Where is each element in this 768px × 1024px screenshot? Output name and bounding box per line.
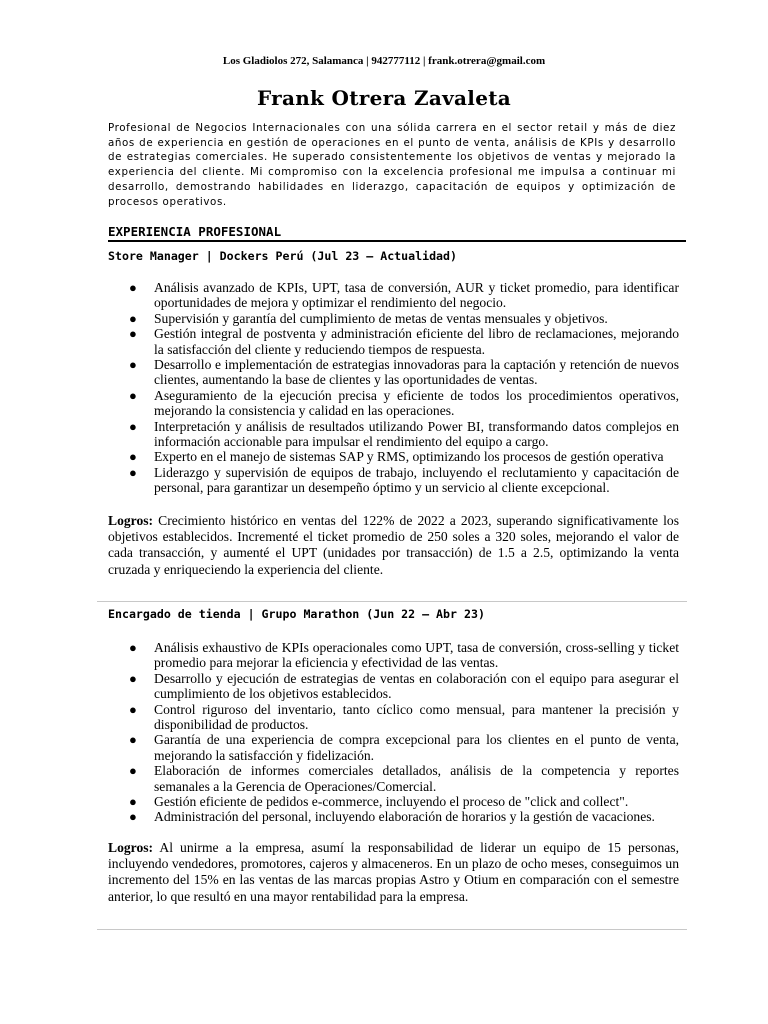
bullet-icon: ● (129, 794, 137, 810)
list-item: ● Interpretación y análisis de resultados utilizando Power BI, transformando datos complejos en información accionable para impulsar el rendimiento del equipo a cargo. (129, 418, 679, 450)
list-item: ● Desarrollo y ejecución de estrategias de ventas en colaboración con el equipo para asegurar el cumplimiento de los objetivos establecidos. (129, 670, 679, 702)
bullet-icon: ● (129, 357, 137, 373)
list-item: ● Liderazgo y supervisión de equipos de trabajo, incluyendo el reclutamiento y capacitación de personal, para garantizar un desempeño óptimo y un servicio al cliente excepcional. (129, 464, 679, 496)
bullet-icon: ● (129, 280, 137, 295)
bullet-icon: ● (129, 640, 137, 655)
bullet-icon: ● (129, 701, 137, 717)
bullet-icon: ● (129, 387, 137, 403)
contact-info: Los Gladiolos 272, Salamanca | 942777112 | frank.otrera@gmail.com (222, 55, 546, 67)
job-2-bullet-list (108, 640, 679, 825)
section-divider (97, 929, 687, 930)
job-1-achievements (108, 513, 679, 578)
list-item: ● Control riguroso del inventario, tanto cíclico como mensual, para mantener la precisión y disponibilidad de productos. (129, 701, 679, 733)
list-item: ● Aseguramiento de la ejecución precisa y eficiente de todos los procedimientos operativos, mejorando la consistencia y calidad en las operaciones. (129, 387, 679, 419)
bullet-icon: ● (129, 732, 137, 748)
bullet-icon: ● (129, 418, 137, 434)
bullet-icon: ● (129, 670, 137, 686)
list-item: ● Elaboración de informes comerciales detallados, análisis de la competencia y reportes semanales a la Gerencia de Operaciones/Comercial. (129, 763, 679, 794)
list-item: ● Desarrollo e implementación de estrategias innovadoras para la captación y retención de nuevos clientes, aumentando la base de clientes y las oportunidades de ventas. (129, 357, 679, 388)
bullet-icon: ● (129, 449, 137, 465)
list-item: ● Análisis exhaustivo de KPIs operacionales como UPT, tasa de conversión, cross-selling y ticket promedio para mejorar la eficiencia y efectividad de las ventas. (129, 640, 679, 671)
list-item: ● Gestión eficiente de pedidos e-commerce, incluyendo el proceso de "click and collect". (129, 794, 629, 810)
bullet-icon: ● (129, 326, 137, 342)
bullet-icon: ● (129, 763, 137, 779)
job-1-bullet-list (108, 280, 679, 496)
job-title-encargado-tienda: Encargado de tienda | Grupo Marathon (Jun 22 – Abr 23) (108, 607, 485, 621)
professional-summary: Profesional de Negocios Internacionales con una sólida carrera en el sector retail y más de diez años de experiencia en gestión de operaciones en el punto de venta, análisis de KPIs y desarrollo de estrategias comerciales. He superado consistentemente los objetivos de ventas y mejorado la experiencia del cliente. Mi compromiso con la excelencia profesional me impulsa a continuar mi desarrollo, demostrando habilidades en liderazgo, capacitación de equipos y optimización de procesos operativos. (108, 122, 676, 208)
achievements-label: Logros: (108, 840, 154, 855)
list-item: ● Administración del personal, incluyendo elaboración de horarios y la gestión de vacaciones. (129, 809, 655, 825)
candidate-name: Frank Otrera Zavaleta (256, 86, 512, 110)
list-item: ● Análisis avanzado de KPIs, UPT, tasa de conversión, AUR y ticket promedio, para identificar oportunidades de mejora y optimizar el rendimiento del negocio. (129, 280, 679, 311)
job-title-store-manager: Store Manager | Dockers Perú (Jul 23 – Actualidad) (108, 249, 458, 263)
section-divider (97, 601, 687, 602)
list-item: ● Experto en el manejo de sistemas SAP y RMS, optimizando los procesos de gestión operativa (129, 449, 664, 465)
bullet-icon: ● (129, 310, 137, 326)
list-item: ● Supervisión y garantía del cumplimiento de metas de ventas mensuales y objetivos. (129, 310, 608, 326)
bullet-icon: ● (129, 464, 137, 480)
list-item: ● Gestión integral de postventa y administración eficiente del libro de reclamaciones, mejorando la satisfacción del cliente y reduciendo tiempos de respuesta. (129, 326, 679, 357)
bullet-icon: ● (129, 809, 137, 825)
achievements-label: Logros: (108, 513, 154, 528)
achievements-text: Al unirme a la empresa, asumí la responsabilidad de liderar un equipo de 15 personas, incluyendo vendedores, promotores, cajeros y almaceneros. En un plazo de ocho meses, conseguimos un incremento del 15% en las ventas de las marcas propias Astro y Otium en comparación con el semestre anterior, lo que resultó en una mayor rentabilidad para la empresa. (108, 840, 679, 904)
job-2-achievements (108, 840, 679, 905)
experience-heading: EXPERIENCIA PROFESIONAL (108, 224, 686, 242)
achievements-text: Crecimiento histórico en ventas del 122% de 2022 a 2023, superando significativamente los objetivos establecidos. Incrementé el ticket promedio de 250 soles a 320 soles, mejorando el valor de cada transacción, y aumenté el UPT (unidades por transacción) de 1.5 a 2.5, optimizando la venta cruzada y enriqueciendo la experiencia del cliente. (108, 513, 679, 577)
list-item: ● Garantía de una experiencia de compra excepcional para los clientes en el punto de venta, mejorando la satisfacción y fidelización. (129, 732, 679, 763)
